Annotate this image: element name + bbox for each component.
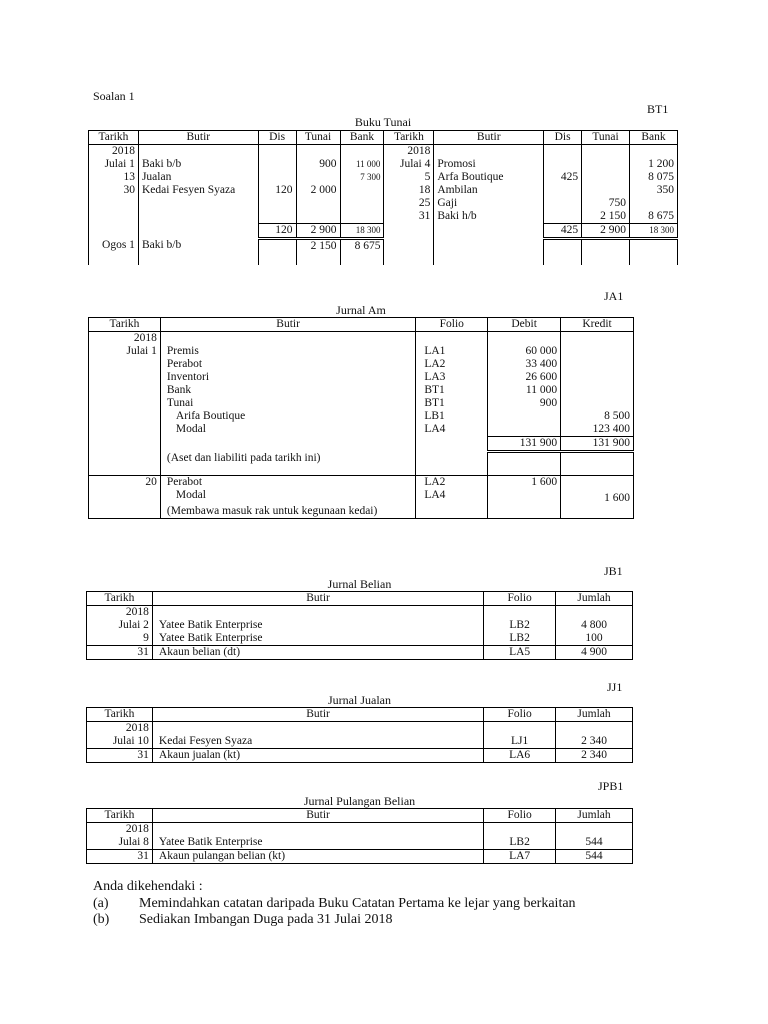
col-header: Tarikh xyxy=(87,708,153,722)
cashbook-row xyxy=(89,210,678,224)
amount-cell: 2 340 xyxy=(556,735,633,749)
debit-cell xyxy=(488,489,561,505)
sales-header-row xyxy=(87,708,633,722)
date-cell xyxy=(89,358,161,371)
bank-cell xyxy=(630,197,678,210)
journal-header-row xyxy=(89,318,634,332)
kredit-cell xyxy=(561,475,634,489)
folio-cell: LB2 xyxy=(484,836,556,850)
folio-cell xyxy=(484,823,556,837)
date-cell: Ogos 1 xyxy=(89,239,139,254)
item-cell: Modal xyxy=(160,489,415,505)
table-cell xyxy=(384,224,434,239)
item-cell: Arifa Boutique xyxy=(160,410,415,423)
col-header: Debit xyxy=(488,318,561,332)
date-cell: 30 xyxy=(89,184,139,197)
item-cell: Baki h/b xyxy=(434,210,544,224)
bank-cell xyxy=(340,145,384,159)
tunai-cell xyxy=(296,171,340,184)
sales-title: Jurnal Jualan xyxy=(328,693,391,707)
bank-cell: 8 675 xyxy=(340,239,384,254)
amount-cell: 4 900 xyxy=(556,646,633,660)
table-cell xyxy=(488,465,561,476)
tunai-cell xyxy=(582,145,630,159)
table-cell xyxy=(89,437,161,452)
date-cell: 2018 xyxy=(384,145,434,159)
date-cell: 31 xyxy=(384,210,434,224)
dis-cell xyxy=(544,197,582,210)
date-cell: 2018 xyxy=(87,722,153,736)
cashbook-row xyxy=(89,171,678,184)
journal-note-row xyxy=(89,452,634,465)
tunai-cell: 2 150 xyxy=(296,239,340,254)
total-cell: 18 300 xyxy=(340,224,384,239)
dis-cell xyxy=(258,210,296,224)
instructions-heading: Anda dikehendaki : xyxy=(93,879,203,894)
amount-cell xyxy=(556,823,633,837)
journal-row xyxy=(89,384,634,397)
total-cell: 131 900 xyxy=(561,437,634,452)
item-cell: Tunai xyxy=(160,397,415,410)
returns-title: Jurnal Pulangan Belian xyxy=(303,794,416,808)
item-cell xyxy=(434,145,544,159)
item-cell xyxy=(152,722,483,736)
table-cell xyxy=(488,452,561,465)
table-cell xyxy=(544,253,582,265)
amount-cell: 544 xyxy=(556,836,633,850)
table-cell xyxy=(582,253,630,265)
folio-cell: LA2 xyxy=(416,358,488,371)
journal-row xyxy=(89,423,634,437)
date-cell: 2018 xyxy=(87,823,153,837)
tunai-cell xyxy=(296,210,340,224)
col-header: Folio xyxy=(484,708,556,722)
col-header: Tarikh xyxy=(384,131,434,145)
date-cell: 2018 xyxy=(89,332,161,346)
bank-cell: 350 xyxy=(630,184,678,197)
cashbook-title: Buku Tunai xyxy=(354,115,412,129)
tunai-cell xyxy=(582,171,630,184)
journal-row xyxy=(89,475,634,489)
dis-cell: 425 xyxy=(544,171,582,184)
folio-cell: LA7 xyxy=(484,850,556,864)
cashbook-row xyxy=(89,158,678,171)
col-header: Butir xyxy=(152,809,483,823)
date-cell: 9 xyxy=(87,632,153,646)
debit-cell: 33 400 xyxy=(488,358,561,371)
table-cell xyxy=(561,465,634,476)
table-cell xyxy=(561,505,634,519)
item-cell: Akaun jualan (kt) xyxy=(152,749,483,763)
cashbook-row xyxy=(89,197,678,210)
folio-cell: LB2 xyxy=(484,632,556,646)
col-header: Folio xyxy=(416,318,488,332)
col-header: Butir xyxy=(152,592,483,606)
cashbook-pad-row xyxy=(89,253,678,265)
bank-cell xyxy=(340,210,384,224)
tunai-cell xyxy=(582,184,630,197)
dis-cell xyxy=(258,171,296,184)
table-cell xyxy=(258,253,296,265)
folio-cell xyxy=(416,332,488,346)
journal-total-row xyxy=(89,437,634,452)
date-cell: Julai 1 xyxy=(89,345,161,358)
col-header: Tarikh xyxy=(89,131,139,145)
returns-table xyxy=(86,808,633,864)
purchases-row xyxy=(87,606,633,620)
col-header: Dis xyxy=(544,131,582,145)
total-cell: 425 xyxy=(544,224,582,239)
col-header: Jumlah xyxy=(556,592,633,606)
purchases-row xyxy=(87,619,633,632)
debit-cell xyxy=(488,410,561,423)
sales-ref: JJ1 xyxy=(607,680,623,694)
date-cell: Julai 10 xyxy=(87,735,153,749)
date-cell xyxy=(89,489,161,505)
folio-cell: BT1 xyxy=(416,397,488,410)
item-cell: Kedai Fesyen Syaza xyxy=(152,735,483,749)
table-cell xyxy=(582,239,630,254)
sales-table xyxy=(86,707,633,763)
folio-cell: LA1 xyxy=(416,345,488,358)
purchases-title: Jurnal Belian xyxy=(327,577,392,591)
table-cell xyxy=(416,505,488,519)
journal-row xyxy=(89,489,634,505)
instruction-a-text: Memindahkan catatan daripada Buku Catatan Pertama ke lejar yang berkaitan xyxy=(139,896,576,911)
date-cell xyxy=(89,384,161,397)
debit-cell: 60 000 xyxy=(488,345,561,358)
item-cell: Perabot xyxy=(160,358,415,371)
date-cell: 20 xyxy=(89,475,161,489)
table-cell xyxy=(434,239,544,254)
returns-total-row xyxy=(87,850,633,864)
journal-spacer-row xyxy=(89,465,634,476)
item-cell: Gaji xyxy=(434,197,544,210)
col-header: Bank xyxy=(340,131,384,145)
note-cell: (Membawa masuk rak untuk kegunaan kedai) xyxy=(160,505,415,519)
total-cell: 2 900 xyxy=(296,224,340,239)
journal-ref: JA1 xyxy=(604,289,624,303)
kredit-cell xyxy=(561,332,634,346)
cashbook-header-row xyxy=(89,131,678,145)
col-header: Butir xyxy=(152,708,483,722)
folio-cell: LA4 xyxy=(416,423,488,437)
date-cell xyxy=(89,423,161,437)
date-cell: Julai 8 xyxy=(87,836,153,850)
dis-cell xyxy=(258,158,296,171)
date-cell xyxy=(89,210,139,224)
date-cell: 31 xyxy=(87,646,153,660)
item-cell: Baki b/b xyxy=(138,158,258,171)
col-header: Kredit xyxy=(561,318,634,332)
sales-row xyxy=(87,722,633,736)
date-cell: 2018 xyxy=(87,606,153,620)
date-cell: 18 xyxy=(384,184,434,197)
table-cell xyxy=(434,253,544,265)
instruction-b-label: (b) xyxy=(93,912,110,927)
question-title: Soalan 1 xyxy=(93,89,135,103)
col-header: Tunai xyxy=(582,131,630,145)
tunai-cell: 2 150 xyxy=(582,210,630,224)
col-header: Jumlah xyxy=(556,708,633,722)
item-cell: Baki b/b xyxy=(138,239,258,254)
table-cell xyxy=(416,465,488,476)
folio-cell: LB2 xyxy=(484,619,556,632)
item-cell: Bank xyxy=(160,384,415,397)
bank-cell xyxy=(340,184,384,197)
item-cell xyxy=(152,606,483,620)
dis-cell xyxy=(258,197,296,210)
date-cell: Julai 4 xyxy=(384,158,434,171)
table-cell xyxy=(384,239,434,254)
tunai-cell: 2 000 xyxy=(296,184,340,197)
cashbook-ref: BT1 xyxy=(647,102,669,116)
table-cell xyxy=(384,253,434,265)
item-cell: Promosi xyxy=(434,158,544,171)
purchases-table xyxy=(86,591,633,660)
table-cell xyxy=(89,452,161,465)
folio-cell: LB1 xyxy=(416,410,488,423)
cashbook-row xyxy=(89,184,678,197)
item-cell xyxy=(138,197,258,210)
debit-cell xyxy=(488,332,561,346)
table-cell xyxy=(89,224,139,239)
journal-table xyxy=(88,317,634,519)
kredit-cell xyxy=(561,358,634,371)
dis-cell xyxy=(258,145,296,159)
debit-cell: 1 600 xyxy=(488,475,561,489)
date-cell xyxy=(89,397,161,410)
date-cell: 25 xyxy=(384,197,434,210)
table-cell xyxy=(89,253,139,265)
table-cell xyxy=(416,452,488,465)
kredit-cell xyxy=(561,371,634,384)
date-cell: 2018 xyxy=(89,145,139,159)
returns-ref: JPB1 xyxy=(598,779,624,793)
kredit-cell xyxy=(561,345,634,358)
folio-cell xyxy=(484,722,556,736)
debit-cell: 26 600 xyxy=(488,371,561,384)
dis-cell xyxy=(544,158,582,171)
purchases-ref: JB1 xyxy=(604,564,623,578)
date-cell: 5 xyxy=(384,171,434,184)
item-cell xyxy=(138,145,258,159)
item-cell: Modal xyxy=(160,423,415,437)
amount-cell xyxy=(556,606,633,620)
total-cell: 131 900 xyxy=(488,437,561,452)
item-cell: Yatee Batik Enterprise xyxy=(152,619,483,632)
returns-row xyxy=(87,836,633,850)
total-cell: 18 300 xyxy=(630,224,678,239)
debit-cell: 11 000 xyxy=(488,384,561,397)
col-header: Folio xyxy=(484,809,556,823)
item-cell: Perabot xyxy=(160,475,415,489)
folio-cell: LA2 xyxy=(416,475,488,489)
folio-cell: LA4 xyxy=(416,489,488,505)
item-cell: Jualan xyxy=(138,171,258,184)
table-cell xyxy=(138,224,258,239)
table-cell xyxy=(488,505,561,519)
debit-cell xyxy=(488,423,561,437)
item-cell xyxy=(160,332,415,346)
table-cell xyxy=(561,452,634,465)
journal-row xyxy=(89,358,634,371)
cashbook-table xyxy=(88,130,678,265)
item-cell: Arfa Boutique xyxy=(434,171,544,184)
item-cell xyxy=(152,823,483,837)
journal-row xyxy=(89,397,634,410)
instruction-a-label: (a) xyxy=(93,896,109,911)
kredit-cell: 1 600 xyxy=(561,489,634,505)
kredit-cell xyxy=(561,397,634,410)
dis-cell xyxy=(544,210,582,224)
folio-cell: LA3 xyxy=(416,371,488,384)
total-cell: 120 xyxy=(258,224,296,239)
debit-cell: 900 xyxy=(488,397,561,410)
col-header: Dis xyxy=(258,131,296,145)
col-header: Tarikh xyxy=(87,592,153,606)
item-cell: Inventori xyxy=(160,371,415,384)
tunai-cell xyxy=(296,145,340,159)
table-cell xyxy=(630,253,678,265)
date-cell: 31 xyxy=(87,850,153,864)
table-cell xyxy=(258,239,296,254)
dis-cell: 120 xyxy=(258,184,296,197)
note-cell: (Aset dan liabiliti pada tarikh ini) xyxy=(160,452,415,465)
bank-cell: 8 675 xyxy=(630,210,678,224)
item-cell: Ambilan xyxy=(434,184,544,197)
journal-title: Jurnal Am xyxy=(336,303,386,317)
col-header: Tarikh xyxy=(87,809,153,823)
bank-cell: 7 300 xyxy=(340,171,384,184)
amount-cell: 544 xyxy=(556,850,633,864)
journal-row xyxy=(89,371,634,384)
date-cell xyxy=(89,197,139,210)
col-header: Jumlah xyxy=(556,809,633,823)
table-cell xyxy=(434,224,544,239)
col-header: Butir xyxy=(138,131,258,145)
col-header: Butir xyxy=(160,318,415,332)
folio-cell xyxy=(484,606,556,620)
table-cell xyxy=(296,253,340,265)
bank-cell: 1 200 xyxy=(630,158,678,171)
returns-header-row xyxy=(87,809,633,823)
tunai-cell xyxy=(296,197,340,210)
folio-cell: LA6 xyxy=(484,749,556,763)
item-cell: Yatee Batik Enterprise xyxy=(152,632,483,646)
col-header: Tunai xyxy=(296,131,340,145)
col-header: Tarikh xyxy=(89,318,161,332)
folio-cell: LA5 xyxy=(484,646,556,660)
date-cell: Julai 2 xyxy=(87,619,153,632)
amount-cell: 4 800 xyxy=(556,619,633,632)
table-cell xyxy=(630,239,678,254)
total-cell: 2 900 xyxy=(582,224,630,239)
item-cell: Kedai Fesyen Syaza xyxy=(138,184,258,197)
bank-cell xyxy=(630,145,678,159)
amount-cell: 100 xyxy=(556,632,633,646)
amount-cell xyxy=(556,722,633,736)
journal-row xyxy=(89,332,634,346)
journal-row xyxy=(89,345,634,358)
date-cell: Julai 1 xyxy=(89,158,139,171)
table-cell xyxy=(89,465,161,476)
item-cell: Akaun pulangan belian (kt) xyxy=(152,850,483,864)
tunai-cell: 750 xyxy=(582,197,630,210)
folio-cell: LJ1 xyxy=(484,735,556,749)
bank-cell: 11 000 xyxy=(340,158,384,171)
instruction-b-text: Sediakan Imbangan Duga pada 31 Julai 2018 xyxy=(139,912,393,927)
dis-cell xyxy=(544,184,582,197)
kredit-cell xyxy=(561,384,634,397)
purchases-header-row xyxy=(87,592,633,606)
col-header: Butir xyxy=(434,131,544,145)
folio-cell: BT1 xyxy=(416,384,488,397)
col-header: Bank xyxy=(630,131,678,145)
tunai-cell: 900 xyxy=(296,158,340,171)
table-cell xyxy=(340,253,384,265)
cashbook-balance-row xyxy=(89,239,678,254)
cashbook-total-row xyxy=(89,224,678,239)
purchases-row xyxy=(87,632,633,646)
table-cell xyxy=(89,505,161,519)
tunai-cell xyxy=(582,158,630,171)
kredit-cell: 8 500 xyxy=(561,410,634,423)
sales-row xyxy=(87,735,633,749)
item-cell: Akaun belian (dt) xyxy=(152,646,483,660)
table-cell xyxy=(416,437,488,452)
returns-row xyxy=(87,823,633,837)
item-cell: Yatee Batik Enterprise xyxy=(152,836,483,850)
date-cell xyxy=(89,371,161,384)
sales-total-row xyxy=(87,749,633,763)
date-cell: 13 xyxy=(89,171,139,184)
bank-cell: 8 075 xyxy=(630,171,678,184)
table-cell xyxy=(160,465,415,476)
date-cell: 31 xyxy=(87,749,153,763)
table-cell xyxy=(544,239,582,254)
table-cell xyxy=(160,437,415,452)
bank-cell xyxy=(340,197,384,210)
col-header: Folio xyxy=(484,592,556,606)
journal-note-row xyxy=(89,505,634,519)
kredit-cell: 123 400 xyxy=(561,423,634,437)
cashbook-row xyxy=(89,145,678,159)
amount-cell: 2 340 xyxy=(556,749,633,763)
journal-row xyxy=(89,410,634,423)
table-cell xyxy=(138,253,258,265)
date-cell xyxy=(89,410,161,423)
item-cell: Premis xyxy=(160,345,415,358)
purchases-total-row xyxy=(87,646,633,660)
item-cell xyxy=(138,210,258,224)
dis-cell xyxy=(544,145,582,159)
